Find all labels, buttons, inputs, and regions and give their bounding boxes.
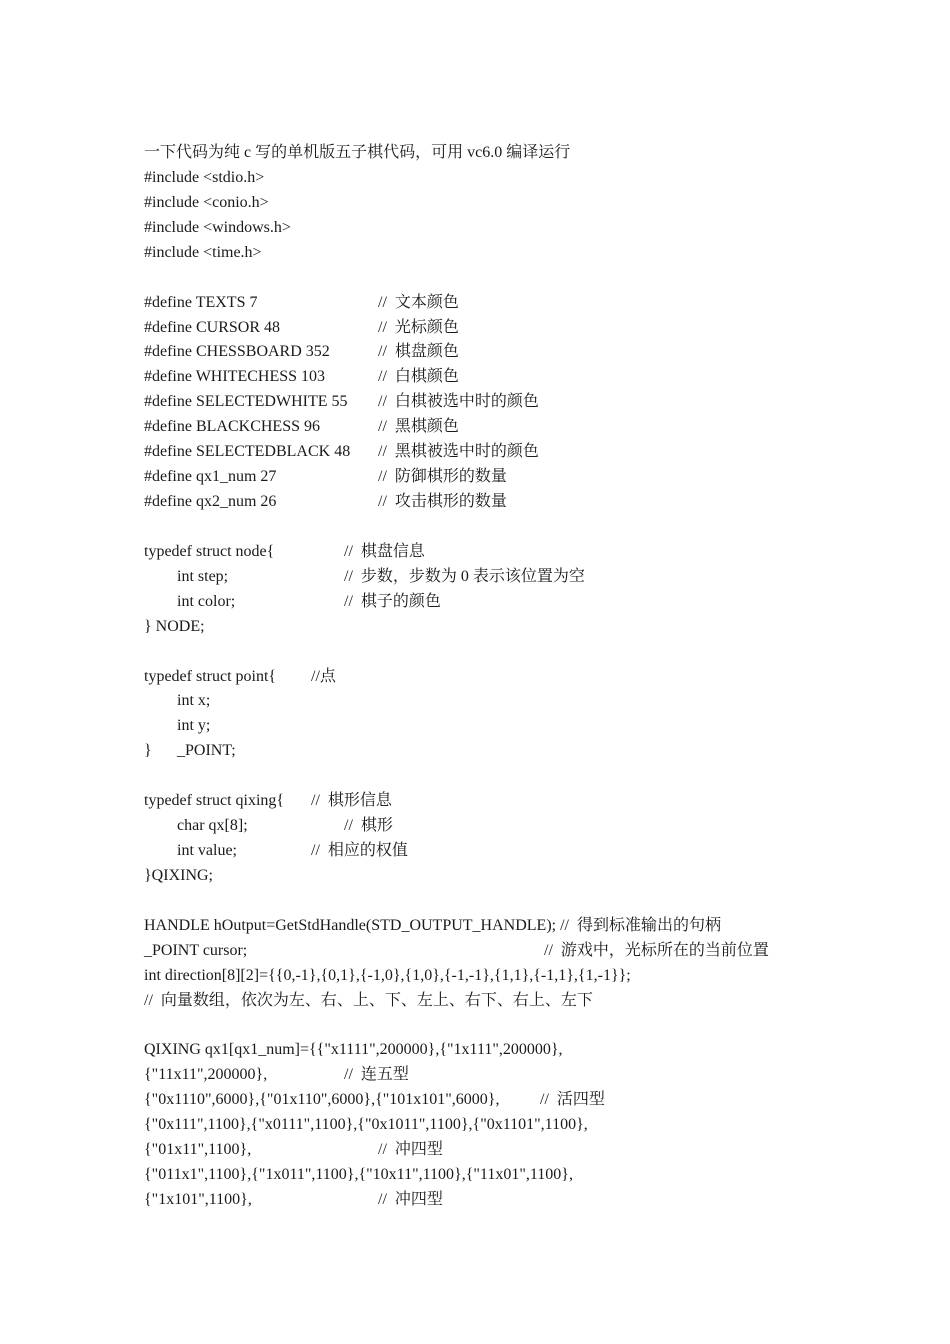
code-comment: // 棋盘信息 xyxy=(344,542,425,560)
code-line: QIXING qx1[qx1_num]={{"x1111",200000},{"1x111",200000}, xyxy=(144,1041,563,1059)
code-line: #define CURSOR 48 xyxy=(144,318,280,336)
code-line: {"11x11",200000}, xyxy=(144,1066,268,1084)
code-comment: // 棋形 xyxy=(344,817,393,835)
code-comment: // 相应的权值 xyxy=(311,842,408,860)
code-comment: // 活四型 xyxy=(540,1091,605,1109)
code-line: #include <conio.h> xyxy=(144,193,269,211)
code-comment: _POINT; xyxy=(177,742,236,760)
code-comment: // 光标颜色 xyxy=(378,318,459,336)
code-line: #include <stdio.h> xyxy=(144,168,265,186)
code-line: char qx[8]; xyxy=(177,817,248,835)
code-line: {"011x1",1100},{"1x011",1100},{"10x11",1100},{"11x01",1100}, xyxy=(144,1166,573,1184)
code-line: #define SELECTEDWHITE 55 xyxy=(144,393,348,411)
code-line: // 向量数组，依次为左、右、上、下、左上、右下、右上、左下 xyxy=(144,991,593,1009)
code-line: #include <time.h> xyxy=(144,243,262,261)
code-line: } xyxy=(144,742,152,760)
code-line: {"1x101",1100}, xyxy=(144,1191,252,1209)
code-line: _POINT cursor; xyxy=(144,941,248,959)
code-comment: // 冲四型 xyxy=(378,1191,443,1209)
code-comment: // 连五型 xyxy=(344,1066,409,1084)
code-line: #define TEXTS 7 xyxy=(144,293,258,311)
code-line: #define CHESSBOARD 352 xyxy=(144,343,330,361)
code-line: {"01x11",1100}, xyxy=(144,1141,252,1159)
code-line: typedef struct qixing{ xyxy=(144,792,285,810)
code-comment: // 黑棋颜色 xyxy=(378,418,459,436)
code-line: } NODE; xyxy=(144,617,205,635)
code-line: #include <windows.h> xyxy=(144,218,291,236)
code-line: {"0x111",1100},{"x0111",1100},{"0x1011",1100},{"0x1101",1100}, xyxy=(144,1116,588,1134)
code-line: typedef struct point{ xyxy=(144,667,277,685)
code-comment: // 防御棋形的数量 xyxy=(378,468,507,486)
code-comment: // 棋盘颜色 xyxy=(378,343,459,361)
code-line: int value; xyxy=(177,842,237,860)
code-line: {"0x1110",6000},{"01x110",6000},{"101x101",6000}, xyxy=(144,1091,500,1109)
code-line: #define qx1_num 27 xyxy=(144,468,277,486)
code-comment: // 文本颜色 xyxy=(378,293,459,311)
code-line: #define WHITECHESS 103 xyxy=(144,368,326,386)
code-line: 一下代码为纯 c 写的单机版五子棋代码，可用 vc6.0 编译运行 xyxy=(144,144,571,161)
code-line: #define SELECTEDBLACK 48 xyxy=(144,443,351,461)
code-line: #define BLACKCHESS 96 xyxy=(144,418,320,436)
code-comment: // 白棋颜色 xyxy=(378,368,459,386)
code-line: typedef struct node{ xyxy=(144,542,275,560)
code-line: int color; xyxy=(177,592,236,610)
code-comment: // 白棋被选中时的颜色 xyxy=(378,393,539,411)
code-line: int direction[8][2]={{0,-1},{0,1},{-1,0},{1,0},{-1,-1},{1,1},{-1,1},{1,-1}}; xyxy=(144,966,631,984)
code-comment: // 冲四型 xyxy=(378,1141,443,1159)
code-comment: // 攻击棋形的数量 xyxy=(378,493,507,511)
code-line: int step; xyxy=(177,567,229,585)
code-comment: // 棋形信息 xyxy=(311,792,392,810)
code-line: }QIXING; xyxy=(144,866,213,884)
code-comment: //点 xyxy=(311,667,336,685)
code-line: #define qx2_num 26 xyxy=(144,493,277,511)
code-comment: // 黑棋被选中时的颜色 xyxy=(378,443,539,461)
code-comment: // 棋子的颜色 xyxy=(344,592,441,610)
code-comment: // 游戏中，光标所在的当前位置 xyxy=(544,941,769,959)
code-line: int y; xyxy=(177,717,211,735)
code-line: int x; xyxy=(177,692,211,710)
code-comment: // 步数，步数为 0 表示该位置为空 xyxy=(344,567,585,585)
code-line: HANDLE hOutput=GetStdHandle(STD_OUTPUT_HANDLE); // 得到标准输出的句柄 xyxy=(144,916,721,934)
